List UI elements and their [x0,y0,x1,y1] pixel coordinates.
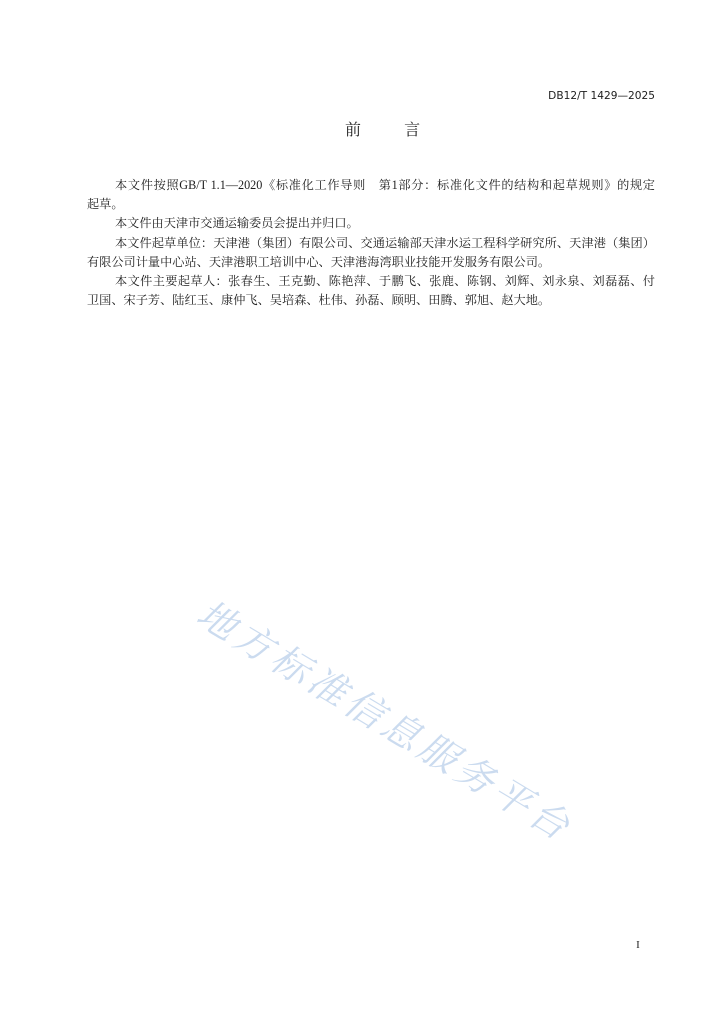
paragraph-line: 起草。 [87,197,124,212]
page-number: I [636,939,640,951]
paragraph-drafters [87,272,655,310]
paragraph-drafting-units [87,234,655,272]
page-title: 前 言 [345,120,424,139]
paragraph-line: 本文件主要起草人：张春生、王克勤、陈艳萍、于鹏飞、张鹿、陈钢、刘辉、刘永泉、刘磊磊、付 [115,273,655,288]
standard-code-header: DB12/T 1429—2025 [548,90,655,102]
paragraph-line: 本文件起草单位：天津港（集团）有限公司、交通运输部天津水运工程科学研究所、天津港（集团） [115,235,655,250]
watermark: 地方标准信息服务平台 [189,591,581,851]
paragraph-drafting-rules [87,176,655,214]
paragraph-line: 本文件按照GB/T 1.1—2020《标准化工作导则 第1部分：标准化文件的结构和起草规则》的规定 [115,178,655,192]
paragraph-proposer [87,214,655,233]
paragraph-line: 卫国、宋子芳、陆红玉、康仲飞、吴培森、杜伟、孙磊、顾明、田腾、郭旭、赵大地。 [87,293,551,308]
foreword-body [87,176,655,310]
paragraph-line: 有限公司计量中心站、天津港职工培训中心、天津港海湾职业技能开发服务有限公司。 [87,254,551,269]
paragraph-line: 本文件由天津市交通运输委员会提出并归口。 [115,216,359,231]
